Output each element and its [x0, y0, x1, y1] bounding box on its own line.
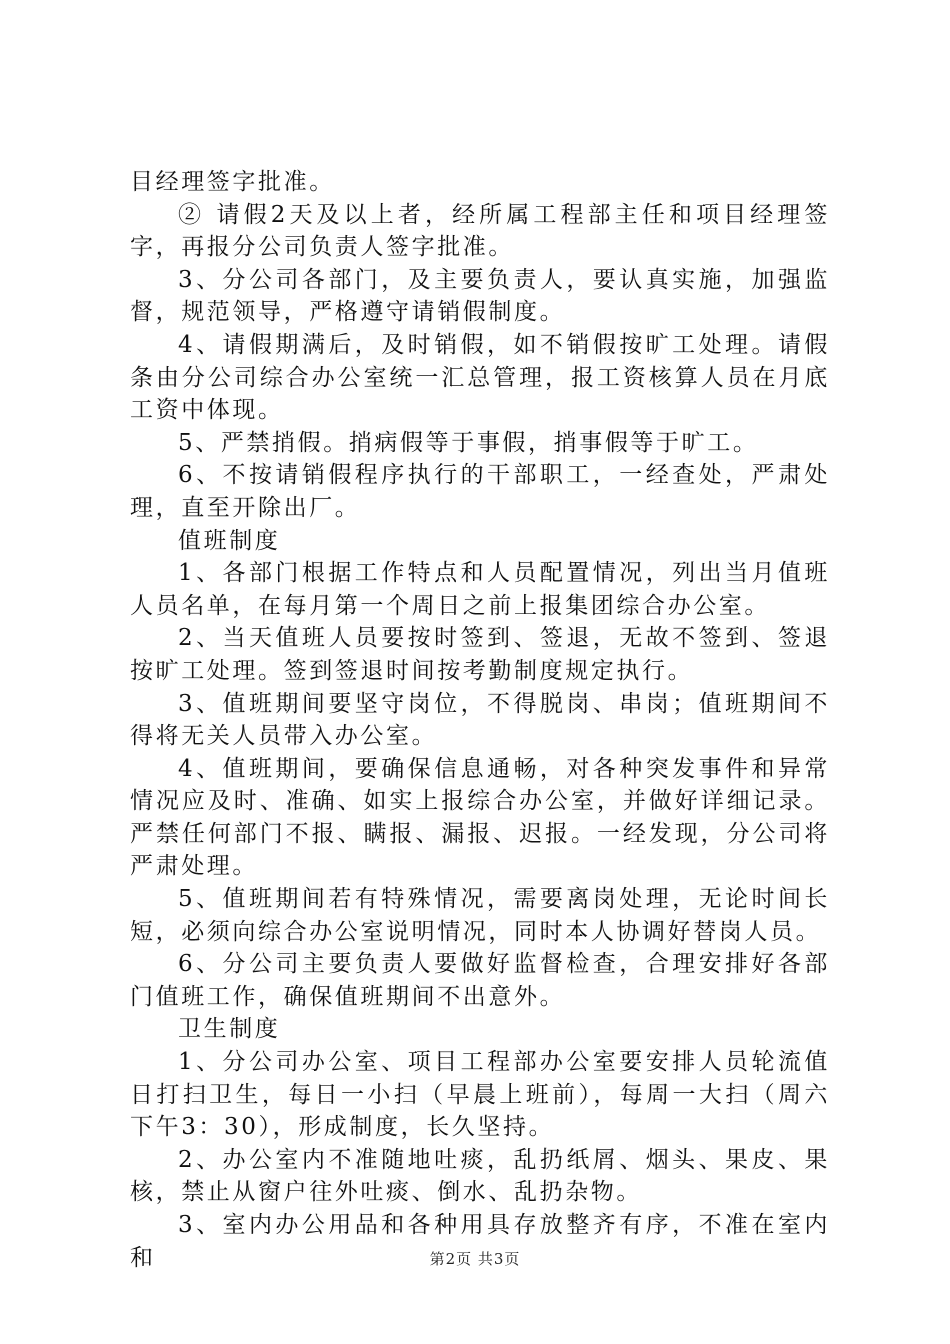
- paragraph-leave-rule-6: 6、不按请销假程序执行的干部职工，一经查处，严肃处理，直至开除出厂。: [130, 462, 830, 521]
- paragraph-leave-rule-4: 4、请假期满后，及时销假，如不销假按旷工处理。请假条由分公司综合办公室统一汇总管理，报工资核算人员在月底工资中体现。: [130, 331, 830, 424]
- paragraph-hygiene-rule-2: 2、办公室内不准随地吐痰，乱扔纸屑、烟头、果皮、果核，禁止从窗户往外吐痰、倒水、乱扔杂物。: [130, 1146, 830, 1206]
- section-heading-hygiene: 卫生制度: [178, 1016, 281, 1043]
- paragraph-hygiene-rule-1: 1、分公司办公室、项目工程部办公室要安排人员轮流值日打扫卫生，每日一小扫（早晨上班前），每周一大扫（周六下午3：30），形成制度，长久坚持。: [130, 1049, 830, 1141]
- paragraph-duty-rule-6: 6、分公司主要负责人要做好监督检查，合理安排好各部门值班工作，确保值班期间不出意外。: [130, 951, 830, 1010]
- paragraph-duty-rule-1: 1、各部门根据工作特点和人员配置情况，列出当月值班人员名单，在每月第一个周日之前上报集团综合办公室。: [130, 560, 830, 619]
- page-number-footer: 第2页 共3页: [429, 1250, 521, 1268]
- paragraph-duty-rule-2: 2、当天值班人员要按时签到、签退，无故不签到、签退按旷工处理。签到签退时间按考勤制度规定执行。: [130, 625, 830, 684]
- paragraph-hygiene-rule-3: 3、室内办公用品和各种用具存放整齐有序，不准在室内和: [130, 1212, 830, 1271]
- section-heading-duty: 值班制度: [178, 527, 281, 554]
- paragraph-leave-rule-3: 3、分公司各部门，及主要负责人，要认真实施，加强监督，规范领导，严格遵守请销假制度。: [130, 266, 830, 326]
- paragraph-duty-rule-4: 4、值班期间，要确保信息通畅，对各种突发事件和异常情况应及时、准确、如实上报综合办公室，并做好详细记录。严禁任何部门不报、瞒报、漏报、迟报。一经发现，分公司将严肃处理。: [130, 755, 830, 880]
- paragraph-leave-rule-5: 5、严禁捎假。捎病假等于事假，捎事假等于旷工。: [178, 429, 759, 456]
- paragraph-duty-rule-3: 3、值班期间要坚守岗位，不得脱岗、串岗；值班期间不得将无关人员带入办公室。: [130, 690, 830, 750]
- paragraph-duty-rule-5: 5、值班期间若有特殊情况，需要离岗处理，无论时间长短，必须向综合办公室说明情况，同时本人协调好替岗人员。: [130, 886, 830, 945]
- paragraph-leave-two-days: ② 请假2天及以上者，经所属工程部主任和项目经理签字，再报分公司负责人签字批准。: [130, 201, 830, 261]
- document-body: [130, 166, 830, 1274]
- paragraph-continuation: 目经理签字批准。: [130, 169, 335, 195]
